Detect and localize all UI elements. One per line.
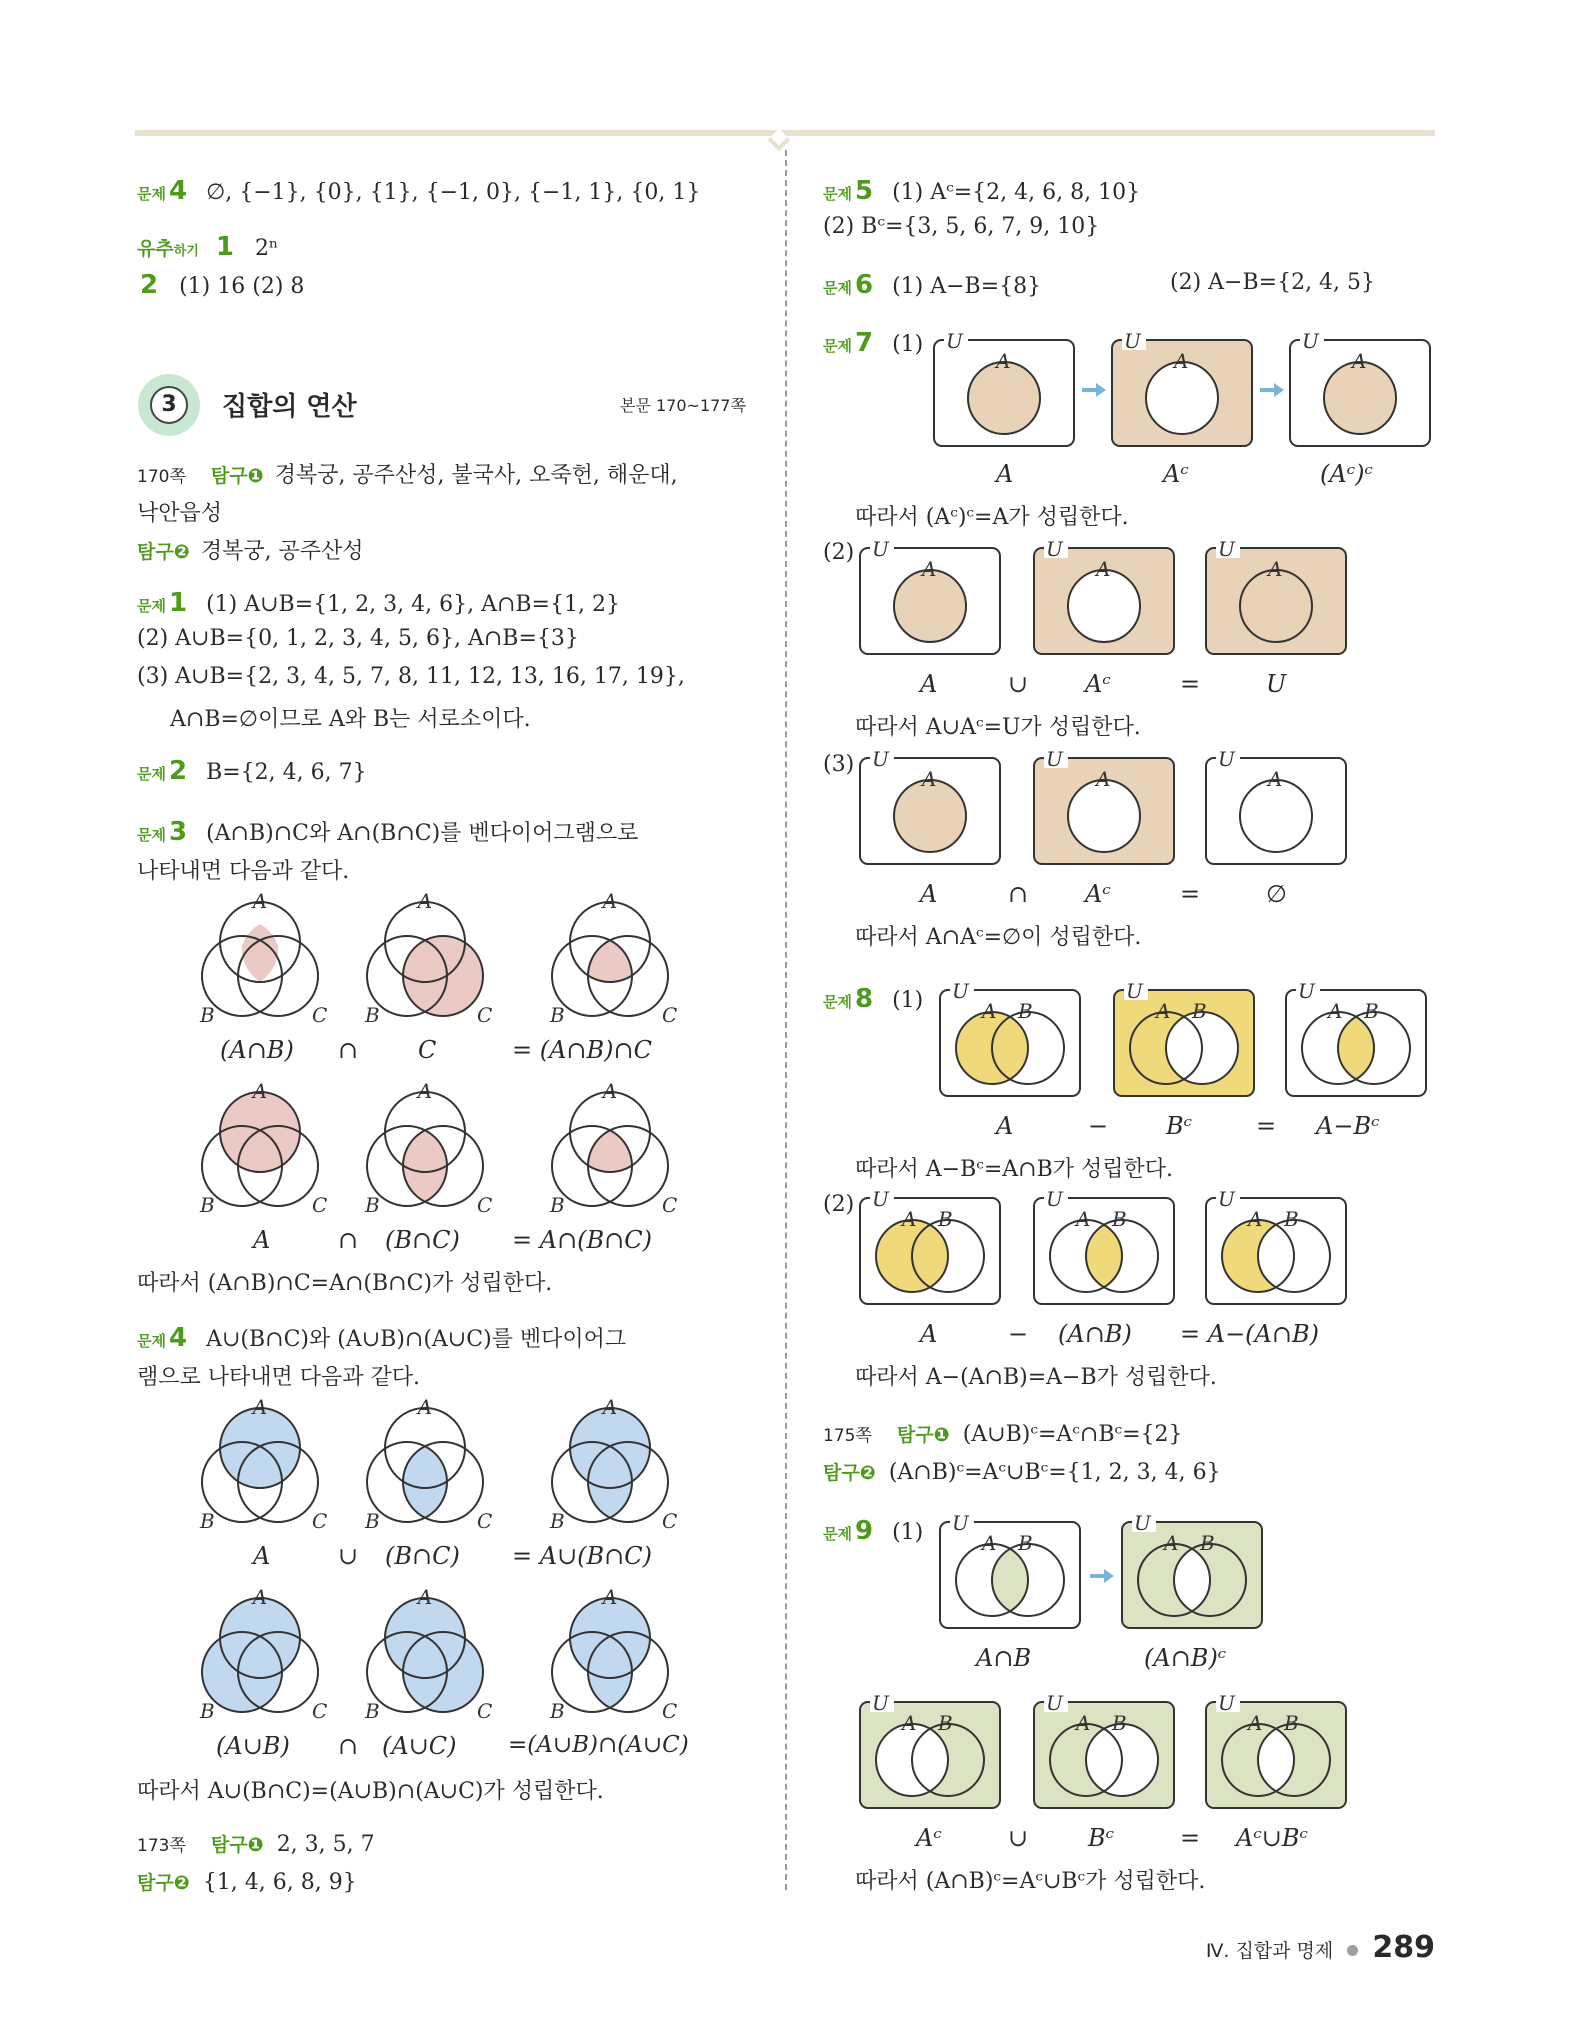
section-number: 3	[150, 386, 188, 424]
q8-row1-caption-3: Bᶜ	[1166, 1112, 1193, 1140]
problem-7: 문제 7 (1)	[823, 328, 924, 358]
q3-row2-caption-4: = A∩(B∩C)	[512, 1226, 653, 1254]
venn-label-a: A	[417, 890, 433, 913]
tamgu-175-2: 탐구❷ (A∩B)ᶜ=Aᶜ∪Bᶜ={1, 2, 3, 4, 6}	[823, 1460, 1221, 1485]
venn-label-a: A	[252, 1586, 268, 1609]
venn-label-a: A	[982, 999, 997, 1023]
venn-label-u: U	[952, 1512, 969, 1535]
q8-row1-caption-5: A−Bᶜ	[1316, 1112, 1380, 1140]
venn-8-2-a	[856, 1188, 1006, 1308]
venn-label-a: A	[922, 557, 937, 581]
venn-label-a: A	[1096, 767, 1111, 791]
tamgu-170-2: 탐구❷ 경복궁, 공주산성	[137, 539, 364, 564]
venn-4-result-2	[540, 1586, 680, 1726]
q7-row2-caption-1: A	[920, 670, 938, 698]
venn-label-a: A	[1328, 999, 1343, 1023]
venn-label-u: U	[872, 1188, 889, 1211]
q3-row1-caption-4: = (A∩B)∩C	[512, 1036, 653, 1064]
venn-label-b: B	[1018, 1531, 1033, 1555]
venn-3-result-1	[540, 890, 680, 1030]
problem-3-line2: 나타내면 다음과 같다.	[137, 859, 350, 884]
problem-9-conclusion: 따라서 (A∩B)ᶜ=Aᶜ∪Bᶜ가 성립한다.	[855, 1869, 1206, 1894]
venn-label-a: A	[1096, 557, 1111, 581]
problem-3-conclusion: 따라서 (A∩B)∩C=A∩(B∩C)가 성립한다.	[137, 1271, 553, 1296]
tamgu-173-2: 탐구❷ {1, 4, 6, 8, 9}	[137, 1870, 357, 1895]
q7-row3-caption-5: ∅	[1266, 880, 1287, 908]
problem-7-part-3: (3)	[823, 752, 855, 777]
venn-label-b: B	[200, 1699, 215, 1723]
arrow-right-icon	[1080, 380, 1108, 400]
venn-label-u: U	[1134, 1512, 1151, 1535]
venn-label-u: U	[1046, 538, 1063, 561]
problem-7-conclusion-1: 따라서 (Aᶜ)ᶜ=A가 성립한다.	[855, 505, 1129, 530]
venn-7-2-u	[1202, 538, 1352, 658]
q8-row2-caption-1: A	[920, 1320, 938, 1348]
q7-row3-caption-3: Aᶜ	[1085, 880, 1111, 908]
venn-label-u: U	[1124, 330, 1141, 353]
venn-7-1-a	[930, 330, 1080, 450]
venn-7-3-a	[856, 748, 1006, 868]
q8-row2-caption-4: = A−(A∩B)	[1180, 1320, 1319, 1348]
q3-row1-caption-1: (A∩B)	[220, 1036, 294, 1064]
venn-label-a: A	[1076, 1207, 1091, 1231]
problem-5: 문제 5 (1) Aᶜ={2, 4, 6, 8, 10}	[823, 176, 1141, 206]
venn-label-b: B	[1112, 1711, 1127, 1735]
problem-6: 문제 6 (1) A−B={8}	[823, 270, 1042, 300]
venn-label-a: A	[1156, 999, 1171, 1023]
q8-row1-caption-2: −	[1088, 1112, 1109, 1140]
venn-label-b: B	[1018, 999, 1033, 1023]
venn-4-a-or-b	[190, 1586, 330, 1726]
chapter-label: Ⅳ. 집합과 명제	[1205, 1940, 1334, 1962]
yuchu-1: 유추하기 1 2ⁿ	[137, 232, 279, 262]
venn-8-1-result	[1282, 980, 1432, 1100]
venn-label-u: U	[872, 748, 889, 771]
venn-4-b-and-c	[355, 1396, 495, 1536]
q4-row1-caption-3: (B∩C)	[385, 1542, 460, 1570]
problem-2: 문제 2 B={2, 4, 6, 7}	[137, 756, 367, 786]
footer-dot-icon	[1347, 1945, 1358, 1956]
venn-7-1-acc	[1286, 330, 1436, 450]
venn-label-u: U	[1046, 748, 1063, 771]
venn-label-a: A	[602, 1396, 618, 1419]
q7-row1-caption-3: (Aᶜ)ᶜ	[1320, 460, 1373, 488]
q3-row2-caption-1: A	[253, 1226, 271, 1254]
venn-label-b: B	[365, 1509, 380, 1533]
problem-5-line2: (2) Bᶜ={3, 5, 6, 7, 9, 10}	[823, 214, 1100, 239]
tamgu-170-1-cont: 낙안읍성	[137, 501, 223, 526]
venn-label-b: B	[1200, 1531, 1215, 1555]
q7-row2-caption-4: =	[1180, 670, 1201, 698]
problem-1: 문제 1 (1) A∪B={1, 2, 3, 4, 6}, A∩B={1, 2}	[137, 588, 620, 618]
q3-row1-caption-3: C	[418, 1036, 437, 1064]
venn-label-a: A	[996, 349, 1011, 373]
venn-label-b: B	[550, 1193, 565, 1217]
venn-label-b: B	[550, 1699, 565, 1723]
venn-3-c	[355, 890, 495, 1030]
venn-label-c: C	[662, 1699, 678, 1723]
q4-row2-caption-3: (A∪C)	[382, 1732, 457, 1760]
venn-label-c: C	[312, 1699, 328, 1723]
venn-label-b: B	[1284, 1711, 1299, 1735]
venn-7-3-empty	[1202, 748, 1352, 868]
venn-label-c: C	[312, 1509, 328, 1533]
venn-8-1-a	[936, 980, 1086, 1100]
venn-label-b: B	[1112, 1207, 1127, 1231]
venn-label-u: U	[1046, 1692, 1063, 1715]
venn-label-b: B	[200, 1193, 215, 1217]
q7-row1-caption-1: A	[996, 460, 1014, 488]
venn-label-b: B	[550, 1003, 565, 1027]
venn-label-b: B	[1364, 999, 1379, 1023]
venn-label-c: C	[477, 1193, 493, 1217]
q7-row2-caption-2: ∪	[1008, 670, 1029, 698]
venn-label-b: B	[365, 1699, 380, 1723]
venn-label-u: U	[1218, 538, 1235, 561]
venn-label-a: A	[252, 1080, 268, 1103]
venn-4-a	[190, 1396, 330, 1536]
venn-8-2-result	[1202, 1188, 1352, 1308]
yuchu-2: 2 (1) 16 (2) 8	[140, 270, 305, 300]
venn-9-1-a-and-b	[936, 1512, 1086, 1632]
venn-label-b: B	[938, 1711, 953, 1735]
problem-6-b: (2) A−B={2, 4, 5}	[1170, 270, 1376, 295]
venn-label-a: A	[922, 767, 937, 791]
venn-9-result	[1202, 1692, 1352, 1812]
page-footer	[1206, 1930, 1435, 1965]
q4-row1-caption-2: ∪	[338, 1542, 359, 1570]
venn-label-a: A	[1352, 349, 1367, 373]
venn-label-a: A	[602, 1586, 618, 1609]
venn-label-a: A	[1174, 349, 1189, 373]
venn-label-a: A	[417, 1396, 433, 1419]
venn-label-u: U	[872, 1692, 889, 1715]
q8-row1-caption-1: A	[996, 1112, 1014, 1140]
venn-label-a: A	[602, 1080, 618, 1103]
venn-label-u: U	[1046, 1188, 1063, 1211]
section-title: 집합의 연산	[222, 392, 357, 422]
venn-9-1-complement	[1118, 1512, 1268, 1632]
venn-8-1-bc	[1110, 980, 1260, 1100]
venn-4-result-1	[540, 1396, 680, 1536]
venn-label-b: B	[550, 1509, 565, 1533]
q8-row1-caption-4: =	[1256, 1112, 1277, 1140]
venn-label-u: U	[872, 538, 889, 561]
q3-row1-caption-2: ∩	[338, 1036, 359, 1064]
venn-label-a: A	[417, 1080, 433, 1103]
venn-9-ac	[856, 1692, 1006, 1812]
venn-label-b: B	[365, 1003, 380, 1027]
q9-row2-caption-5: Aᶜ∪Bᶜ	[1236, 1824, 1308, 1852]
venn-label-u: U	[1126, 980, 1143, 1003]
venn-label-c: C	[477, 1509, 493, 1533]
problem-3: 문제 3 (A∩B)∩C와 A∩(B∩C)를 벤다이어그램으로	[137, 817, 639, 847]
q9-row2-caption-3: Bᶜ	[1088, 1824, 1115, 1852]
problem-7-conclusion-2: 따라서 A∪Aᶜ=U가 성립한다.	[855, 715, 1141, 740]
q9-row2-caption-2: ∪	[1008, 1824, 1029, 1852]
venn-label-c: C	[662, 1193, 678, 1217]
venn-8-2-a-and-b	[1030, 1188, 1180, 1308]
venn-label-a: A	[1268, 767, 1283, 791]
venn-label-u: U	[952, 980, 969, 1003]
venn-label-a: A	[602, 890, 618, 913]
problem-8-conclusion-2: 따라서 A−(A∩B)=A−B가 성립한다.	[855, 1365, 1217, 1390]
arrow-right-icon	[1258, 380, 1286, 400]
venn-label-a: A	[252, 890, 268, 913]
venn-7-2-a	[856, 538, 1006, 658]
venn-label-c: C	[312, 1003, 328, 1027]
venn-label-a: A	[252, 1396, 268, 1419]
venn-7-3-ac	[1030, 748, 1180, 868]
venn-label-a: A	[1164, 1531, 1179, 1555]
venn-label-a: A	[1076, 1711, 1091, 1735]
venn-4-a-or-c	[355, 1586, 495, 1726]
venn-3-result-2	[540, 1080, 680, 1220]
column-divider	[785, 150, 787, 1890]
venn-label-b: B	[200, 1003, 215, 1027]
venn-3-a-and-b	[190, 890, 330, 1030]
venn-label-c: C	[662, 1509, 678, 1533]
problem-8-part-2: (2)	[823, 1192, 855, 1217]
q4-row1-caption-4: = A∪(B∩C)	[512, 1542, 653, 1570]
venn-label-b: B	[1284, 1207, 1299, 1231]
problem-4-top: 문제 4 ∅, {−1}, {0}, {1}, {−1, 0}, {−1, 1}, {0, 1}	[137, 176, 701, 206]
q4-row2-caption-1: (A∪B)	[216, 1732, 290, 1760]
venn-label-c: C	[662, 1003, 678, 1027]
q3-row2-caption-3: (B∩C)	[385, 1226, 460, 1254]
venn-label-a: A	[902, 1207, 917, 1231]
venn-label-b: B	[938, 1207, 953, 1231]
q9-row1-caption-1: A∩B	[976, 1644, 1032, 1672]
venn-7-1-ac	[1108, 330, 1258, 450]
arrow-right-icon	[1088, 1566, 1116, 1586]
venn-9-bc	[1030, 1692, 1180, 1812]
venn-label-a: A	[982, 1531, 997, 1555]
venn-label-a: A	[1248, 1207, 1263, 1231]
problem-4-conclusion: 따라서 A∪(B∩C)=(A∪B)∩(A∪C)가 성립한다.	[137, 1779, 604, 1804]
venn-label-u: U	[1302, 330, 1319, 353]
tamgu-175-1: 175쪽 탐구❶ (A∪B)ᶜ=Aᶜ∩Bᶜ={2}	[823, 1422, 1183, 1447]
section-pages: 본문 170~177쪽	[620, 396, 746, 415]
venn-7-2-ac	[1030, 538, 1180, 658]
problem-8-conclusion-1: 따라서 A−Bᶜ=A∩B가 성립한다.	[855, 1157, 1174, 1182]
tamgu-173-1: 173쪽 탐구❶ 2, 3, 5, 7	[137, 1832, 375, 1857]
venn-label-u: U	[946, 330, 963, 353]
q7-row3-caption-4: =	[1180, 880, 1201, 908]
venn-3-a	[190, 1080, 330, 1220]
problem-8: 문제 8 (1)	[823, 984, 924, 1014]
q9-row2-caption-1: Aᶜ	[916, 1824, 942, 1852]
venn-label-c: C	[477, 1699, 493, 1723]
venn-label-a: A	[1248, 1711, 1263, 1735]
q7-row3-caption-1: A	[920, 880, 938, 908]
venn-label-u: U	[1218, 1188, 1235, 1211]
venn-label-a: A	[417, 1586, 433, 1609]
venn-label-b: B	[365, 1193, 380, 1217]
venn-label-a: A	[902, 1711, 917, 1735]
problem-7-conclusion-3: 따라서 A∩Aᶜ=∅이 성립한다.	[855, 925, 1142, 950]
page-number: 289	[1372, 1930, 1435, 1965]
problem-4: 문제 4 A∪(B∩C)와 (A∪B)∩(A∪C)를 벤다이어그	[137, 1323, 627, 1353]
q3-row2-caption-2: ∩	[338, 1226, 359, 1254]
venn-label-c: C	[312, 1193, 328, 1217]
problem-1-line4: A∩B=∅이므로 A와 B는 서로소이다.	[170, 707, 531, 732]
venn-label-u: U	[1298, 980, 1315, 1003]
q4-row2-caption-4: =(A∪B)∩(A∪C)	[508, 1732, 689, 1758]
q8-row2-caption-2: −	[1008, 1320, 1029, 1348]
venn-label-a: A	[1268, 557, 1283, 581]
q9-row2-caption-4: =	[1180, 1824, 1201, 1852]
q4-row1-caption-1: A	[253, 1542, 271, 1570]
problem-9: 문제 9 (1)	[823, 1516, 924, 1546]
problem-1-line3: (3) A∪B={2, 3, 4, 5, 7, 8, 11, 12, 13, 16, 17, 19},	[137, 664, 685, 689]
venn-label-b: B	[200, 1509, 215, 1533]
venn-3-b-and-c	[355, 1080, 495, 1220]
problem-7-part-2: (2)	[823, 540, 855, 565]
problem-4-line2: 램으로 나타내면 다음과 같다.	[137, 1365, 420, 1390]
tamgu-170-1: 170쪽 탐구❶ 경복궁, 공주산성, 불국사, 오죽헌, 해운대,	[137, 463, 678, 488]
problem-1-line2: (2) A∪B={0, 1, 2, 3, 4, 5, 6}, A∩B={3}	[137, 626, 579, 651]
q7-row2-caption-3: Aᶜ	[1085, 670, 1111, 698]
q7-row1-caption-2: Aᶜ	[1163, 460, 1189, 488]
venn-label-u: U	[1218, 748, 1235, 771]
venn-label-b: B	[1192, 999, 1207, 1023]
venn-label-u: U	[1218, 1692, 1235, 1715]
venn-label-c: C	[477, 1003, 493, 1027]
q7-row3-caption-2: ∩	[1008, 880, 1029, 908]
q4-row2-caption-2: ∩	[338, 1732, 359, 1760]
q7-row2-caption-5: U	[1266, 670, 1287, 698]
q9-row1-caption-2: (A∩B)ᶜ	[1144, 1644, 1227, 1672]
q8-row2-caption-3: (A∩B)	[1058, 1320, 1132, 1348]
